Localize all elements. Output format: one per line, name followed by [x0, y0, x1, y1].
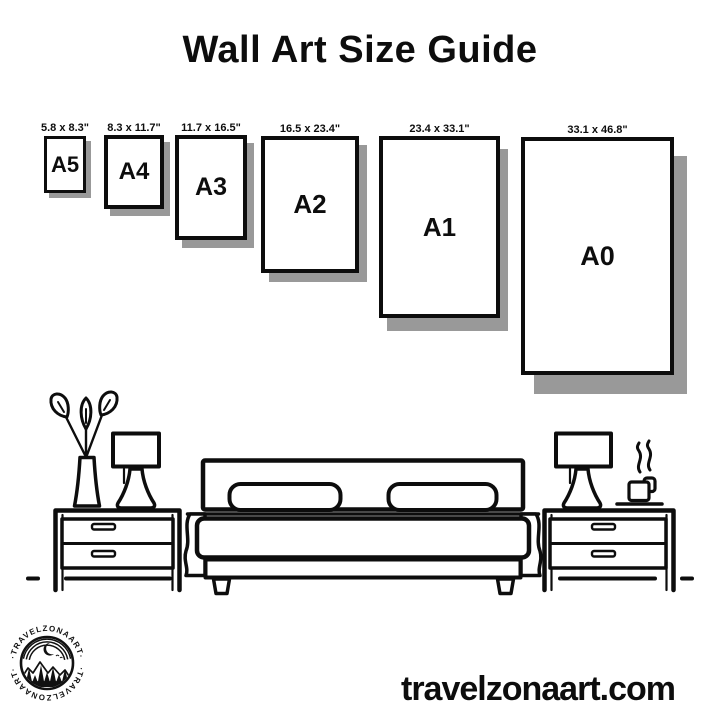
size-frame-a3	[175, 122, 247, 240]
pillow-right	[389, 484, 497, 510]
website-url: travelzonaart.com	[401, 670, 675, 708]
steam-icon	[647, 441, 650, 470]
size-dimension-label: 23.4 x 33.1"	[409, 123, 470, 135]
brand-logo-badge	[3, 618, 91, 706]
bedroom-illustration	[0, 385, 720, 600]
left-table-lamp	[113, 434, 159, 509]
bed	[185, 461, 541, 594]
logo-text-top: ·TRAVELZONAART·	[8, 623, 86, 660]
size-dimension-label: 11.7 x 16.5"	[181, 122, 241, 134]
size-code-label: A2	[293, 189, 327, 219]
coffee-cup	[617, 441, 662, 504]
size-frame-a5	[40, 122, 90, 193]
size-dimension-label: 33.1 x 46.8"	[567, 124, 628, 136]
steam-icon	[637, 443, 640, 472]
size-dimension-label: 8.3 x 11.7"	[107, 122, 161, 134]
size-code-label: A0	[580, 240, 615, 271]
plant-vase	[51, 392, 117, 506]
right-table-lamp	[556, 434, 611, 509]
size-code-label: A5	[50, 151, 80, 177]
page-title: Wall Art Size Guide	[182, 29, 538, 71]
size-frame-a0	[521, 124, 674, 375]
logo-text-bottom: ·TRAVELZONAART·	[8, 666, 86, 703]
pillow-left	[230, 484, 341, 510]
size-code-label: A4	[118, 158, 150, 185]
size-dimension-label: 16.5 x 23.4"	[279, 123, 341, 135]
size-frame-a1	[379, 123, 500, 318]
size-code-label: A1	[422, 211, 457, 242]
size-dimension-label: 5.8 x 8.3"	[40, 122, 90, 134]
size-code-label: A3	[195, 173, 227, 201]
size-frame-a2	[261, 123, 359, 273]
size-frame-a4	[104, 122, 164, 209]
